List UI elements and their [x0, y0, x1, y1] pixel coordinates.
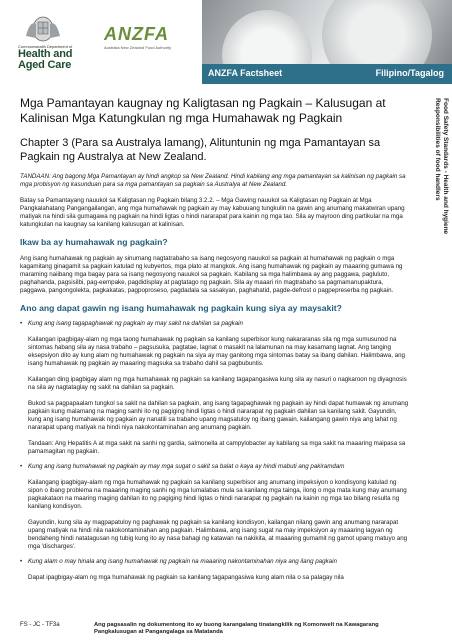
body-paragraph: Kailangan ipagbigay-alam ng mga taong humahawak ng pagkain sa kanilang superbisor kung nakararanas sila ng mga sumusunod na sintomas habang sila ay nasa trabaho – pagsusuka, pagtatae, lagnat o masakit na lalamunan na may kasamang lagnat. Ang tanging eksepsiyon dito ay kung alam ng humahawak ng pagkain na siya ay may ganitong mga sintomas batay sa ibang dahilan. Halimbawa, ang isang humahawak ng pagkain ay maaaring magsuka sa trabaho dahil sa pagbubuntis. — [28, 336, 405, 367]
body-paragraph: Dapat ipagbigay-alam ng mga humahawak ng pagkain sa kanilang tagapangasiwa kung alam nila o sa palagay nila — [28, 574, 344, 581]
side-title-line2: Responsibilities of food handlers — [434, 98, 441, 201]
footer-note: Ang pagsasalin ng dokumentong ito ay buong karangalang tinatangkilik ng Komonwelt na Kawagarang Pangkalusugan at Pangangalaga sa Matatanda — [94, 622, 379, 635]
language-label: Filipino/Tagalog — [375, 68, 444, 78]
factsheet-bar — [202, 64, 452, 84]
side-title-line1: Food Safety Standards - Health and hygiene — [442, 98, 449, 235]
note-paragraph: TANDAAN: Ang bagong Mga Pamantayan ay hindi angkop sa New Zealand. Hindi kabilang ang mga pamantayan sa kalinisan ng pagkain sa mga probisyon ng kasunduan para sa mga pamantayan sa pagkain sa Australya at New Zealand. — [20, 173, 406, 188]
body-paragraph: Kailangan ding ipagbigay alam ng mga humahawak ng pagkain sa kanilang tagapangasiwa kung sila ay nasuri o nagkaroon ng diyagnosis na sila ay nagtataglay ng sakit na dahilan sa pagkain. — [28, 376, 407, 391]
chapter-heading: Chapter 3 (Para sa Australya lamang), Alituntunin ng mga Pamantayan sa Pagkain ng Australya at New Zealand. — [20, 137, 381, 163]
intro-paragraph: Batay sa Pamantayang nauukol sa Kaligtasan ng Pagkain bilang 3.2.2. – Mga Gawing nauukol sa Kaligtasan ng Pagkain at Mga Pangkalahatang Pangangailangan, ang mga humahawak ng pagkain ay may kabuuang tungkulin na gawin ang anumang makatwiran upang matiyak na hindi sila gumagawa ng pagkain na hindi ligtas o hindi nararapat para kainin ng mga tao. Sila ay mayroon ding partikular na mga katungkulan na kaugnay sa kanilang kalusugan at kalinisan. — [20, 197, 405, 228]
document-code: FS - JC - TF3a — [20, 622, 60, 628]
department-title-line1: Health and — [18, 48, 73, 60]
body-paragraph: Ang isang humahawak ng pagkain ay sinumang nagtatrabaho sa isang negosyong nauukol sa pagkain at humahawak ng pagkain o mga kagamitang ginagamit sa pagkain katulad ng kubyertos, mga plato at mangkok. Ang isang humahawak ng pagkain ay maaaring gumawa ng maraming naiibang mga bagay para sa isang negosyong nauukol sa pagkain. Kabilang sa mga halimbawa ay ang paggawa, pagluluto, paghahanda, pagsisilbi, pag-eempake, pagdidisplay at pagtatago ng pagkain. Sila ay maaari rin magtrabaho sa pagmamanupaktura, paggawa, pangongolekta, pagkakatas, pagpoproseso, pagdadala sa sasakyan, paghahatid, pagde-defrost o pagpepreserba ng pagkain. — [20, 255, 403, 294]
department-small-text: Commonwealth Department of — [18, 44, 73, 49]
side-title — [413, 98, 449, 498]
header-photo — [202, 0, 452, 72]
coat-of-arms-icon — [20, 14, 66, 44]
anzfa-logo-word: ANZFA — [104, 24, 169, 44]
page-header — [0, 0, 452, 92]
section-heading: Ano ang dapat gawin ng isang humahawak ng pagkain kung siya ay maysakit? — [20, 303, 342, 313]
department-logo — [18, 44, 98, 71]
document-title: Mga Pamantayan kaugnay ng Kaligtasan ng Pagkain – Kalusugan at Kalinisan Mga Katungkulan ng mga Humahawak ng Pagkain — [20, 96, 386, 125]
page-footer — [0, 618, 452, 640]
body-paragraph: Bukod sa pagpapaalam tungkol sa sakit na dahilan sa pagkain, ang isang tagapaghawak ng pagkain ay hindi dapat humawak ng anumang pagkain kung malamang na maging sanhi ito ng pagiging hindi ligtas o hindi nararapat ng pagkain dahilan sa kanilang sakit. Gayundin, kung ang isang humahawak ng pagkain ay nanatili sa trabaho upang magsatuloy ng ibang gawain, kailangang gawin niya ang lahat ng nararapat upang matiyak na hindi niya nakokontaminahan ang anumang pagkain. — [28, 400, 409, 431]
body-paragraph: Tandaan: Ang Hepatitis A at mga sakit na sanhi ng gardia, salmonella at campylobacter ay kabilang sa mga sakit na maaaring maipasa sa pamamagitan ng pagkain. — [28, 440, 406, 455]
anzfa-logo — [104, 24, 200, 58]
section-heading: Ikaw ba ay humahawak ng pagkain? — [20, 237, 168, 247]
bullet-item: • Kung ang isang humahawak ng pagkain ay may mga sugat o sakit sa balat o kaya ay hindi mabuti ang pakiramdam — [20, 463, 410, 471]
bullet-item: • Kung ang isang tagapaghawak ng pagkain ay may sakit na dahilan sa pagkain — [20, 320, 410, 328]
factsheet-label: ANZFA Factsheet — [208, 68, 283, 78]
body-paragraph: Gayundin, kung sila ay magpapatuloy ng paghawak ng pagkain sa kanilang kondisyon, kailangan nilang gawin ang anumang nararapat upang matiyak na hindi nila nakokontaminahan ang pagkain. Halimbawa, ang isang sugat na may impeksiyon ay maaaring lagyan ng bendaheng hindi natatagusan ng tubig kung ito ay nasa bahagi ng katawan na nakikita, at maaaring gumamit ng gamot upang matuyo ang mga 'discharges'. — [28, 519, 408, 550]
department-title-line2: Aged Care — [18, 59, 72, 71]
plate-image — [322, 0, 432, 72]
document-body — [20, 96, 410, 582]
plate-image — [222, 10, 312, 72]
anzfa-logo-subtitle: Australia New Zealand Food Authority — [104, 45, 172, 50]
bullet-item: • Kung alam o may hinala ang isang humahawak ng pagkain na maaaring nakontaminahan niya ang ilang pagkain — [20, 558, 410, 566]
body-paragraph: Kailangang ipagbigay-alam ng mga humahawak ng pagkain sa kanilang superbisor ang anumang impeksiyon o kondisyong katulad ng sipon o ibang problema na maaaring maging sanhi ng mga lumalabas mula sa kanilang mga tainga, ilong o mga mata kung may anumang pagkakataon na maaring maging dahilan ito ng pagiging hindi ligtas o hindi nararapat ng pagkain na kainin ng mga tao bilang resulta ng kanilang kondisyon. — [28, 479, 407, 510]
